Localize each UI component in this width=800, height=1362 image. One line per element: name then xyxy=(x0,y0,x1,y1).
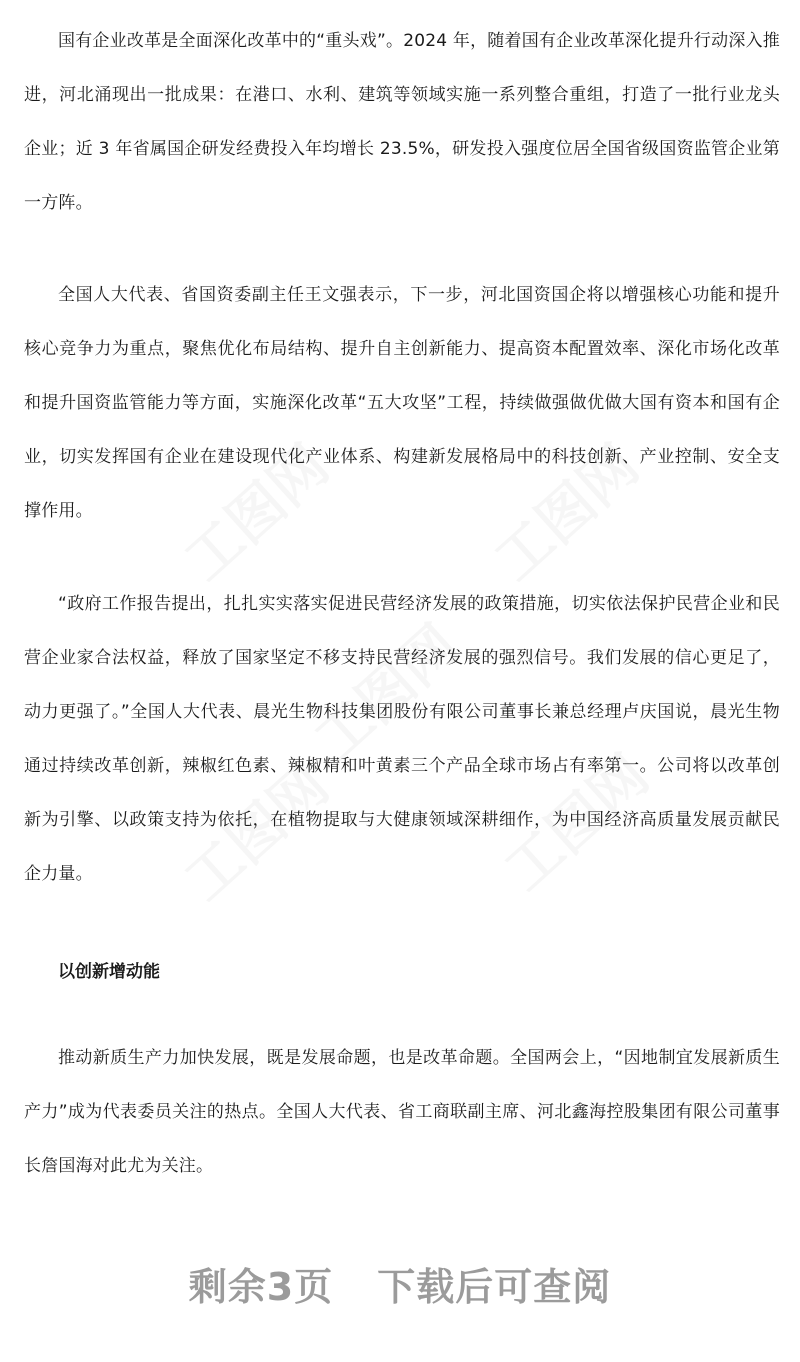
remaining-pages-banner[interactable] xyxy=(0,1256,800,1311)
article-paragraph: 全国人大代表、省国资委副主任王文强表示，下一步，河北国资国企将以增强核心功能和提升核心竞争力为重点，聚焦优化布局结构、提升自主创新能力、提高资本配置效率、深化市场化改革和提升国资监管能力等方面，实施深化改革“五大攻坚”工程，持续做强做优做大国有资本和国有企业，切实发挥国有企业在建设现代化产业体系、构建新发展格局中的科技创新、产业控制、安全支撑作用。 xyxy=(24,285,780,521)
article-body xyxy=(24,14,780,1193)
article-paragraph: 推动新质生产力加快发展，既是发展命题，也是改革命题。全国两会上，“因地制宜发展新质生产力”成为代表委员关注的热点。全国人大代表、省工商联副主席、河北鑫海控股集团有限公司董事长詹国海对此尤为关注。 xyxy=(24,1048,780,1176)
article-paragraph: 国有企业改革是全面深化改革中的“重头戏”。2024 年，随着国有企业改革深化提升行动深入推进，河北涌现出一批成果：在港口、水利、建筑等领域实施一系列整合重组，打造了一批行业龙头企业；近 3 年省属国企研发经费投入年均增长 23.5%，研发投入强度位居全国省级国资监管企业第一方阵。 xyxy=(24,31,780,213)
article-paragraph: “政府工作报告提出，扎扎实实落实促进民营经济发展的政策措施，切实依法保护民营企业和民营企业家合法权益，释放了国家坚定不移支持民营经济发展的强烈信号。我们发展的信心更足了，动力更强了。”全国人大代表、晨光生物科技集团股份有限公司董事长兼总经理卢庆国说，晨光生物通过持续改革创新，辣椒红色素、辣椒精和叶黄素三个产品全球市场占有率第一。公司将以改革创新为引擎、以政策支持为依托，在植物提取与大健康领域深耕细作，为中国经济高质量发展贡献民企力量。 xyxy=(24,594,780,884)
remaining-pages-count: 剩余3页 xyxy=(188,1265,334,1309)
download-hint: 下载后可查阅 xyxy=(377,1265,612,1309)
section-heading: 以创新增动能 xyxy=(58,962,160,982)
